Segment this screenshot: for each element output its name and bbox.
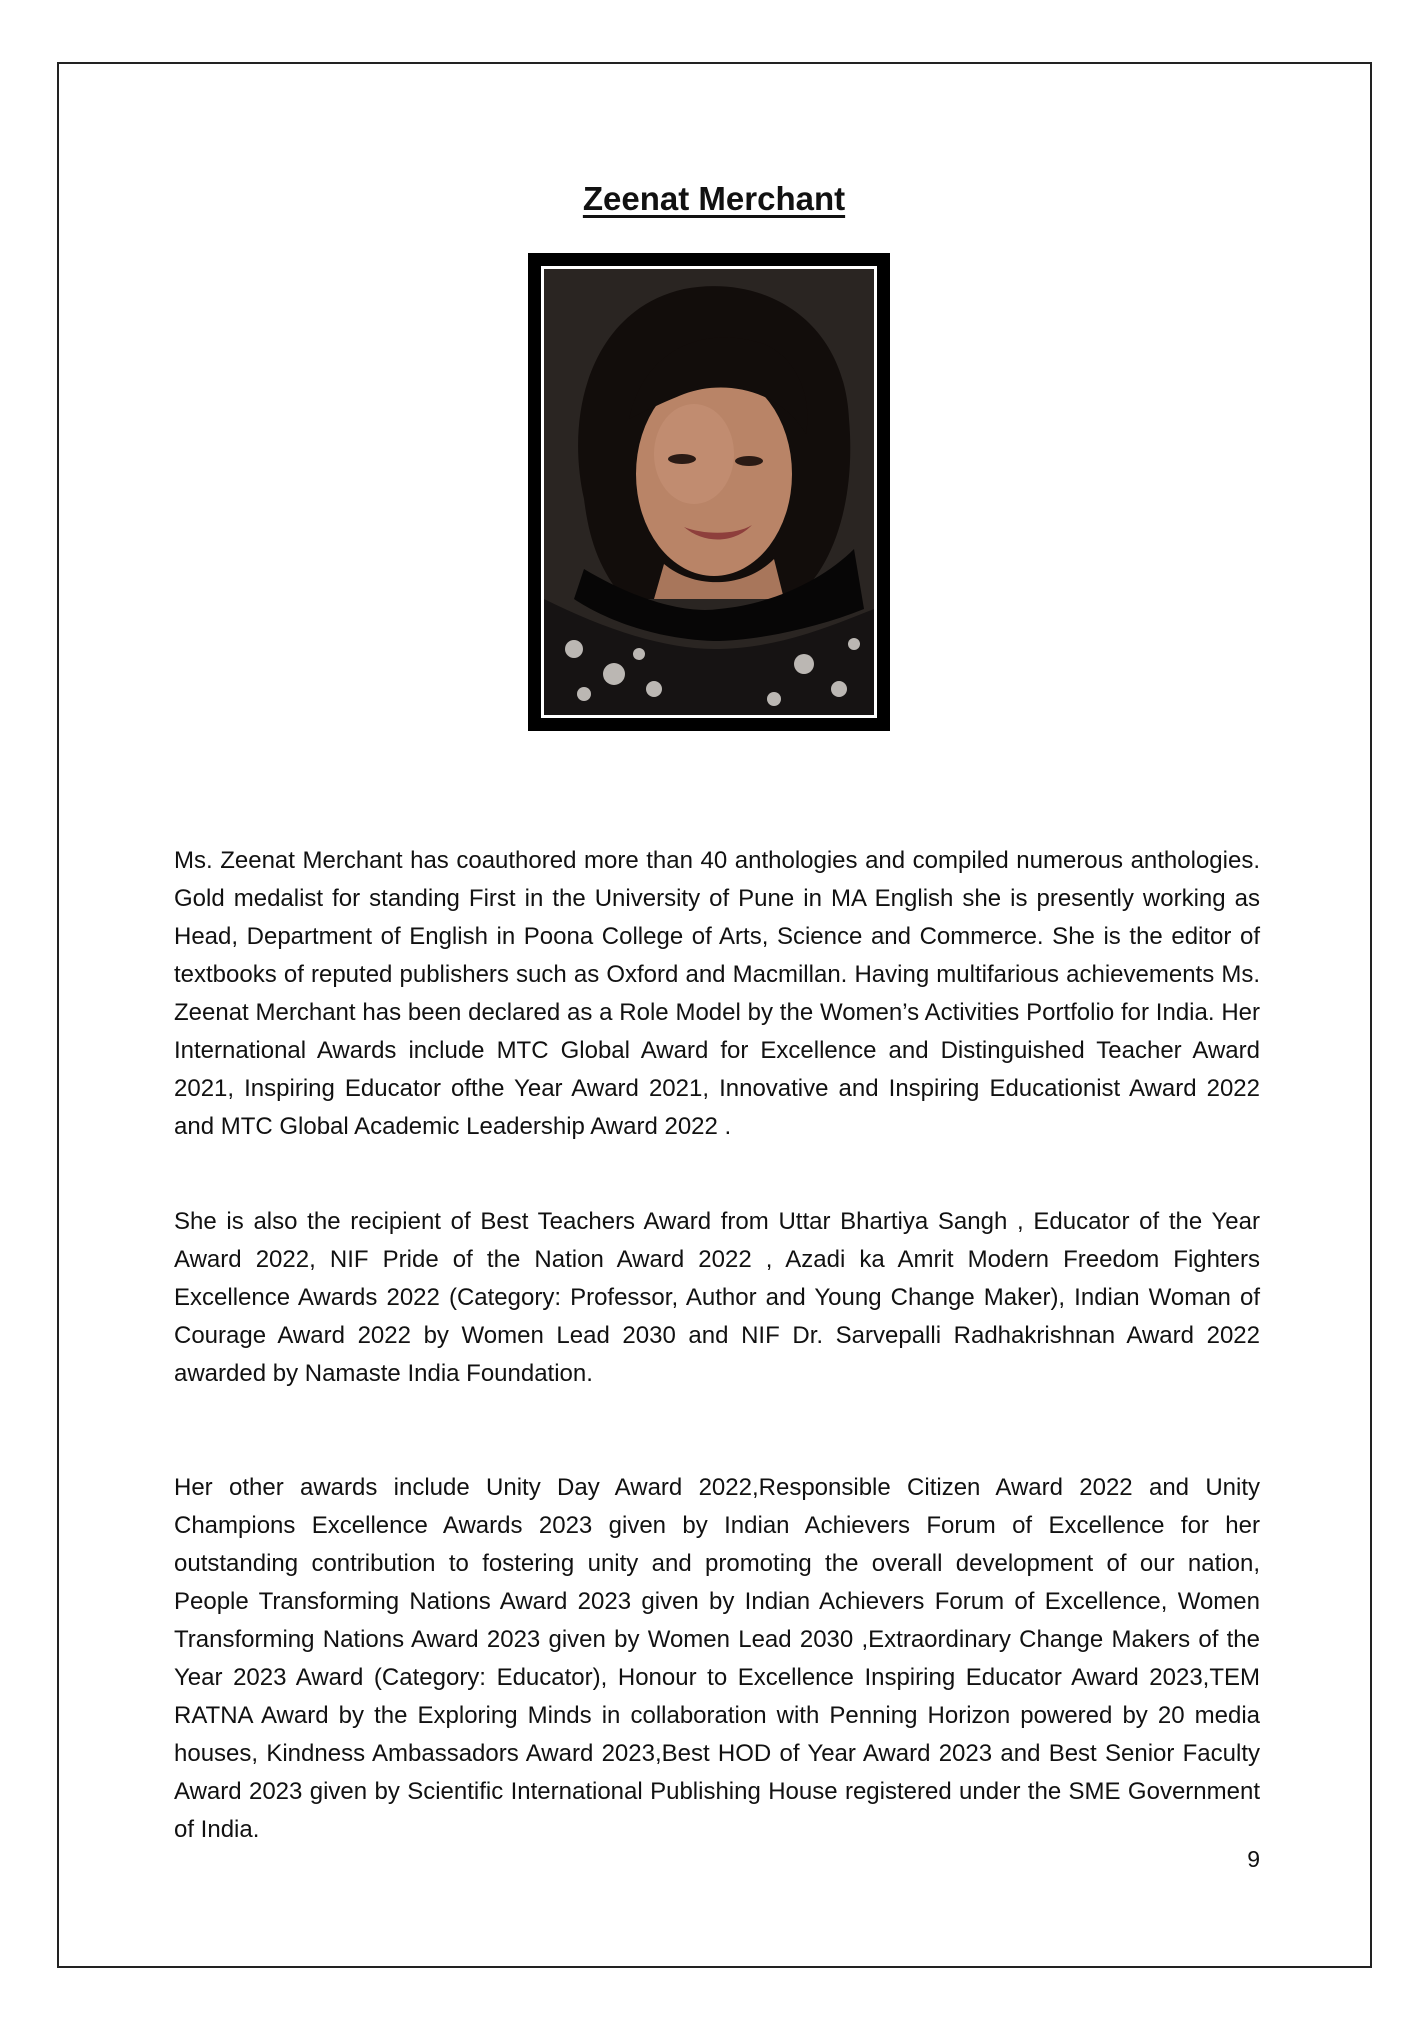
page-number: 9 — [1247, 1846, 1260, 1872]
bio-paragraph-3: Her other awards include Unity Day Award 2022,Responsible Citizen Award 2022 and Unity Champions Excellence Awards 2023 given by Indian Achievers Forum of Excellence for her outstanding contribution to fostering unity and promoting the overall development of our nation, People Transforming Nations Award 2023 given by Indian Achievers Forum of Excellence, Women Transforming Nations Award 2023 given by Women Lead 2030 ,Extraordinary Change Makers of the Year 2023 Award (Category: Educator), Honour to Excellence Inspiring Educator Award 2023,TEM RATNA Award by the Exploring Minds in collaboration with Penning Horizon powered by 20 media houses, Kindness Ambassadors Award 2023,Best HOD of Year Award 2023 and Best Senior Faculty Award 2023 given by Scientific International Publishing House registered under the SME Government of India. — [174, 1474, 1260, 1843]
bio-paragraph-2: She is also the recipient of Best Teachers Award from Uttar Bhartiya Sangh , Educator of the Year Award 2022, NIF Pride of the Nation Award 2022 , Azadi ka Amrit Modern Freedom Fighters Excellence Awards 2022 (Category: Professor, Author and Young Change Maker), Indian Woman of Courage Award 2022 by Women Lead 2030 and NIF Dr. Sarvepalli Radhakrishnan Award 2022 awarded by Namaste India Foundation. — [174, 1208, 1260, 1387]
portrait-photo-frame — [528, 253, 890, 731]
portrait-photo — [541, 266, 877, 718]
bio-paragraph-1: Ms. Zeenat Merchant has coauthored more than 40 anthologies and compiled numerous anthologies. Gold medalist for standing First in the University of Pune in MA English she is presently working as Head, Department of English in Poona College of Arts, Science and Commerce. She is the editor of textbooks of reputed publishers such as Oxford and Macmillan. Having multifarious achievements Ms. Zeenat Merchant has been declared as a Role Model by the Women’s Activities Portfolio for India. Her International Awards include MTC Global Award for Excellence and Distinguished Teacher Award 2021, Inspiring Educator ofthe Year Award 2021, Innovative and Inspiring Educationist Award 2022 and MTC Global Academic Leadership Award 2022 . — [174, 847, 1260, 1140]
page-title: Zeenat Merchant — [582, 180, 846, 217]
portrait-image — [544, 269, 874, 715]
